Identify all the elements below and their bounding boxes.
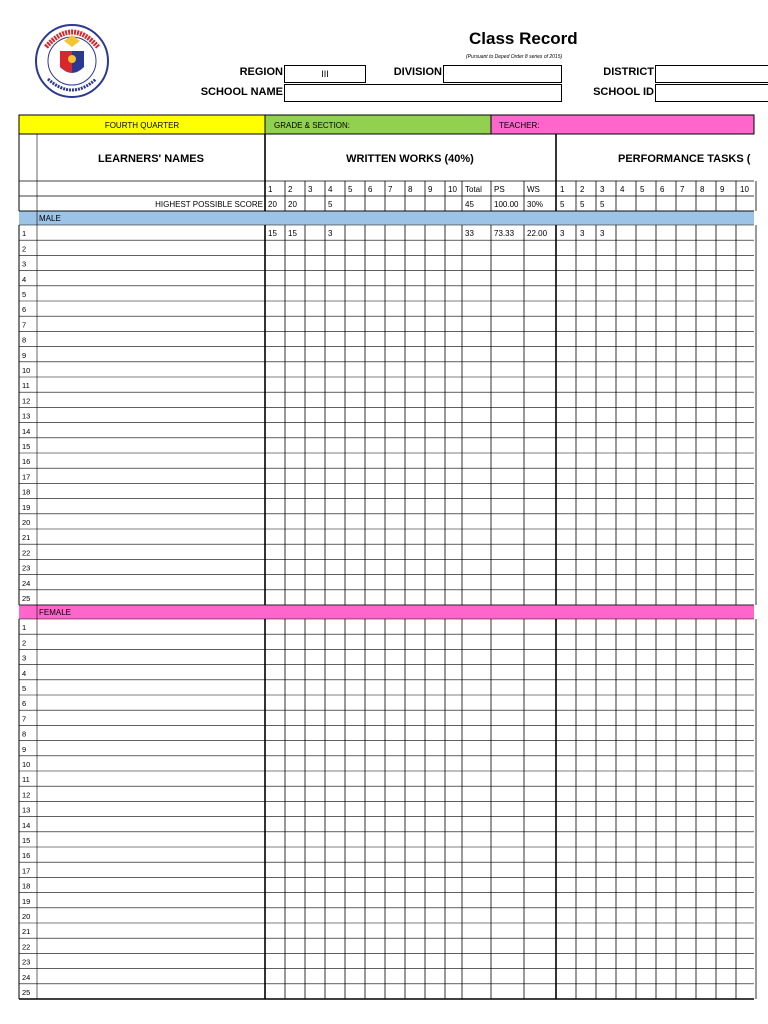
female-row-number: 14 [22, 820, 31, 830]
male-pt-score: 3 [580, 229, 585, 239]
male-ww-score: 15 [288, 229, 297, 239]
pt-column-header: 1 [560, 185, 565, 194]
ww-column-header: 9 [428, 185, 433, 194]
pt-column-header: 5 [640, 185, 645, 194]
female-row-number: 7 [22, 714, 27, 724]
pt-column-header: 7 [680, 185, 685, 194]
ww-column-header: PS [494, 185, 505, 194]
ww-column-header: Total [465, 185, 482, 194]
pt-column-header: 8 [700, 185, 705, 194]
quarter-label: FOURTH QUARTER [104, 121, 180, 130]
hps-pt-value: 5 [560, 200, 565, 209]
female-row-number: 9 [22, 744, 27, 754]
region-label: REGION [239, 66, 283, 78]
ww-column-header: 10 [448, 185, 457, 194]
ww-column-header: 5 [348, 185, 353, 194]
female-row-number: 5 [22, 684, 27, 693]
male-row-number: 13 [22, 411, 31, 421]
pt-column-header: 4 [620, 185, 625, 194]
male-row-number: 19 [22, 502, 31, 512]
male-row-number: 11 [22, 381, 30, 391]
female-band [19, 605, 754, 619]
female-row-number: 21 [22, 927, 31, 937]
male-row-number: 4 [22, 274, 27, 284]
female-row-number: 18 [22, 881, 31, 891]
female-row-number: 3 [22, 653, 27, 663]
male-row-number: 24 [22, 578, 31, 588]
male-row-number: 23 [22, 563, 31, 573]
male-label: MALE [39, 214, 61, 223]
performance-tasks-header: PERFORMANCE TASKS ( [618, 153, 751, 165]
hps-label: HIGHEST POSSIBLE SCORE [155, 200, 263, 209]
female-row-number: 12 [22, 790, 31, 800]
grade-section-label: GRADE & SECTION: [274, 121, 351, 130]
hps-pt-value: 5 [580, 200, 585, 209]
female-row-number: 11 [22, 775, 30, 785]
male-row-number: 8 [22, 335, 27, 345]
male-row-number: 17 [22, 472, 31, 482]
region-field[interactable]: III [284, 65, 366, 83]
page-title: Class Record [469, 29, 578, 48]
male-row-number: 20 [22, 518, 31, 527]
female-row-number: 10 [22, 760, 31, 769]
female-row-number: 4 [22, 668, 27, 678]
female-row-number: 23 [22, 957, 31, 967]
female-label: FEMALE [39, 608, 72, 617]
male-pt-score: 3 [600, 229, 605, 239]
male-row-number: 21 [22, 533, 31, 543]
pt-column-header: 9 [720, 185, 725, 194]
female-row-number: 6 [22, 699, 27, 709]
male-row-number: 3 [22, 259, 27, 269]
male-ww-score: 33 [465, 229, 474, 239]
female-row-number: 2 [22, 638, 27, 648]
pt-column-header: 10 [740, 185, 749, 194]
male-row-number: 2 [22, 244, 27, 254]
female-row-number: 16 [22, 851, 31, 861]
male-ww-score: 15 [268, 229, 277, 239]
female-row-number: 20 [22, 912, 31, 921]
hps-ww-value: 45 [465, 200, 474, 209]
female-row-number: 19 [22, 896, 31, 906]
male-ww-score: 73.33 [494, 229, 515, 239]
male-pt-score: 3 [560, 229, 565, 239]
hps-ww-value: 20 [288, 200, 297, 209]
female-row-number: 13 [22, 805, 31, 815]
school-id-label: SCHOOL ID [593, 86, 654, 98]
male-row-number: 25 [22, 594, 31, 603]
female-row-number: 25 [22, 988, 31, 997]
male-row-number: 12 [22, 396, 31, 406]
hps-ww-value: 20 [268, 200, 277, 209]
ww-column-header: 7 [388, 185, 393, 194]
male-row-number: 16 [22, 457, 31, 467]
pt-column-header: 6 [660, 185, 665, 194]
male-row-number: 5 [22, 290, 27, 299]
female-row-number: 17 [22, 866, 31, 876]
ww-column-header: 2 [288, 185, 293, 194]
female-row-number: 15 [22, 836, 31, 845]
male-row-number: 18 [22, 487, 31, 497]
female-row-number: 22 [22, 942, 31, 952]
hps-pt-value: 5 [600, 200, 605, 209]
male-ww-score: 3 [328, 229, 333, 239]
female-row-number: 24 [22, 972, 31, 982]
pt-column-header: 2 [580, 185, 585, 194]
male-row-number: 6 [22, 305, 27, 315]
female-row-number: 1 [22, 623, 27, 633]
male-row-number: 15 [22, 442, 31, 451]
ww-column-header: 6 [368, 185, 373, 194]
female-row-number: 8 [22, 729, 27, 739]
hps-ww-value: 100.00 [494, 200, 519, 209]
male-row-number: 10 [22, 366, 31, 375]
male-row-number: 1 [22, 229, 27, 239]
school-name-label: SCHOOL NAME [200, 86, 283, 98]
hps-ww-value: 30% [527, 200, 544, 209]
male-row-number: 9 [22, 350, 27, 360]
hps-ww-value: 5 [328, 200, 333, 209]
written-works-header: WRITTEN WORKS (40%) [346, 153, 474, 165]
ww-column-header: 1 [268, 185, 273, 194]
male-row-number: 7 [22, 320, 27, 330]
division-label: DIVISION [393, 66, 442, 78]
male-band [19, 211, 754, 225]
district-label: DISTRICT [603, 66, 654, 78]
male-row-number: 14 [22, 426, 31, 436]
male-ww-score: 22.00 [527, 229, 548, 239]
ww-column-header: 8 [408, 185, 413, 194]
male-row-number: 22 [22, 548, 31, 558]
ww-column-header: WS [527, 185, 540, 194]
pt-column-header: 3 [600, 185, 605, 194]
teacher-label: TEACHER: [499, 121, 540, 130]
ww-column-header: 3 [308, 185, 313, 194]
page-subtitle: (Pursuant to Deped Order 8 series of 2015) [466, 54, 563, 60]
learners-header: LEARNERS' NAMES [98, 153, 204, 165]
ww-column-header: 4 [328, 185, 333, 194]
